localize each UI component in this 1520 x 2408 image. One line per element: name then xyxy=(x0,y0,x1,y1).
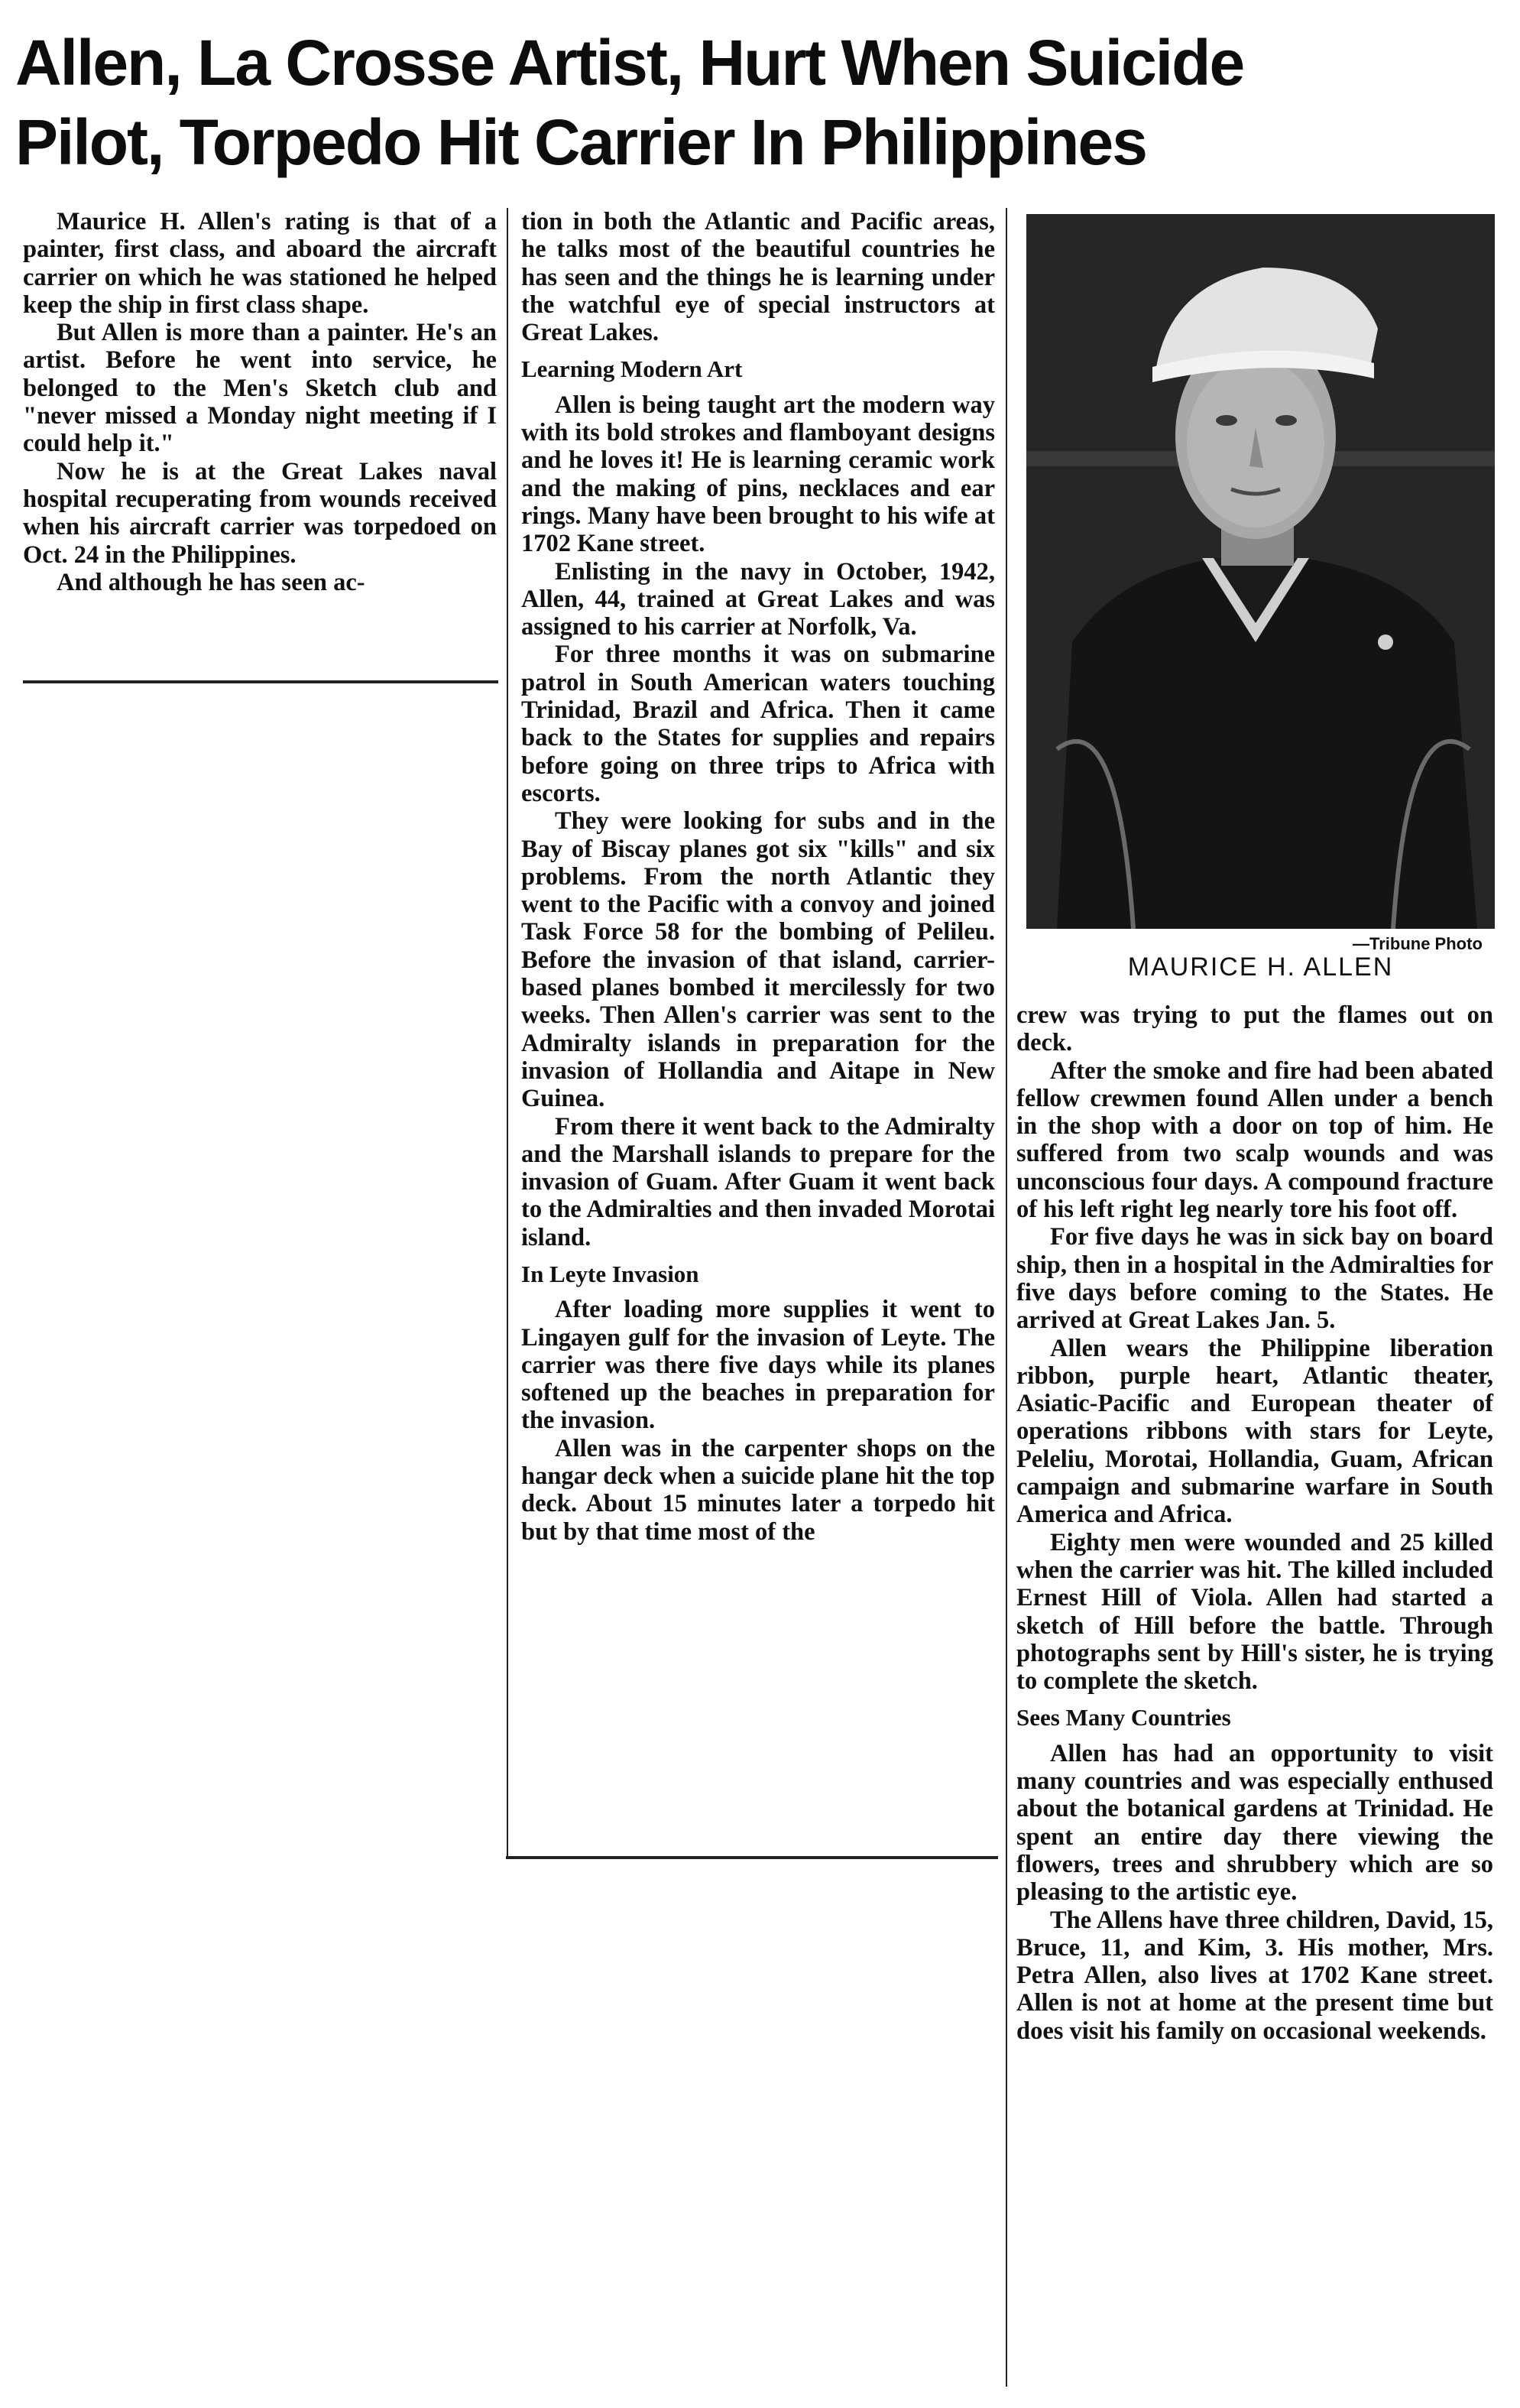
portrait-photo xyxy=(1026,214,1495,929)
column-divider xyxy=(507,208,508,1859)
paragraph: Now he is at the Great Lakes naval hospital recuperating from wounds received when his aircraft carrier was torpedoed on Oct. 24 in the Philippines. xyxy=(23,457,497,569)
paragraph: The Allens have three children, David, 15, Bruce, 11, and Kim, 3. His mother, Mrs. Petra Allen, also lives at 1702 Kane street. Allen is not at home at the present time but does visit his family on occasional weekends. xyxy=(1016,1906,1493,2045)
headline-line-1: Allen, La Crosse Artist, Hurt When Suicide xyxy=(15,27,1244,99)
paragraph: Enlisting in the navy in October, 1942, Allen, 44, trained at Great Lakes and was assigned to his carrier at Norfolk, Va. xyxy=(521,557,995,641)
paragraph: Allen is being taught art the modern way with its bold strokes and flamboyant designs and he loves it! He is learning ceramic work and the making of pins, necklaces and ear rings. Many have been brought to his wife at 1702 Kane street. xyxy=(521,391,995,558)
paragraph: After the smoke and fire had been abated fellow crewmen found Allen under a bench in the shop with a door on top of him. He suffered from two scalp wounds and was unconscious four days. A compound fracture of his left right leg nearly tore his foot off. xyxy=(1016,1056,1493,1224)
paragraph: They were looking for subs and in the Bay of Biscay planes got six "kills" and six problems. From the north Atlantic they went to the Pacific with a convoy and joined Task Force 58 for the bombing of Pelileu. Before the invasion of that island, carrier-based planes bombed it mercilessly for two weeks. Then Allen's carrier was sent to the Admiralty islands in preparation for the invasion of Hollandia and Aitape in New Guinea. xyxy=(521,807,995,1113)
paragraph: Allen wears the Philippine liberation ribbon, purple heart, Atlantic theater, Asiatic-Pacific and European theater of operations ribbons with stars for Leyte, Peleliu, Morotai, Hollandia, Guam, African campaign and submarine warfare in South America and Africa. xyxy=(1016,1334,1493,1529)
column-1 xyxy=(23,208,497,596)
sailor-portrait-image xyxy=(1026,214,1495,929)
paragraph: Allen has had an opportunity to visit many countries and was especially enthused about the botanical gardens at Trinidad. He spent an entire day there viewing the flowers, trees and shrubbery which are so pleasing to the artistic eye. xyxy=(1016,1739,1493,1907)
photo-credit: —Tribune Photo xyxy=(1353,934,1483,953)
paragraph: Eighty men were wounded and 25 killed when the carrier was hit. The killed included Ernest Hill of Viola. Allen had started a sketch of Hill before the battle. Through photographs sent by Hill's sister, he is trying to complete the sketch. xyxy=(1016,1528,1493,1696)
headline-line-2: Pilot, Torpedo Hit Carrier In Philippines xyxy=(15,106,1146,178)
column-2-end-rule xyxy=(506,1856,998,1859)
subhead-learning-modern-art: Learning Modern Art xyxy=(521,355,743,383)
paragraph: From there it went back to the Admiralty and the Marshall islands to prepare for the invasion of Guam. After Guam it went back to the Admiralties and then invaded Morotai island. xyxy=(521,1112,995,1251)
headline xyxy=(15,23,1467,182)
subhead-leyte-invasion: In Leyte Invasion xyxy=(521,1260,699,1287)
paragraph: Allen was in the carpenter shops on the hangar deck when a suicide plane hit the top deck. About 15 minutes later a torpedo hit but by that time most of the xyxy=(521,1434,995,1546)
photo-caption: MAURICE H. ALLEN xyxy=(1127,952,1394,982)
column-2 xyxy=(521,208,995,1546)
paragraph: And although he has seen ac- xyxy=(57,568,365,596)
paragraph: For three months it was on submarine patrol in South American waters touching Trinidad, Brazil and Africa. Then it came back to the States for supplies and repairs before going on three trips to Africa with escorts. xyxy=(521,641,995,807)
subhead-sees-many-countries: Sees Many Countries xyxy=(1016,1704,1231,1731)
paragraph: After loading more supplies it went to Lingayen gulf for the invasion of Leyte. The carrier was there five days while its planes softened up the beaches in preparation for the invasion. xyxy=(521,1296,995,1435)
column-3 xyxy=(1016,1001,1493,2045)
column-1-end-rule xyxy=(23,680,498,683)
paragraph: tion in both the Atlantic and Pacific areas, he talks most of the beautiful countries he has seen and the things he is learning under the watchful eye of special instructors at Great Lakes. xyxy=(521,208,995,347)
paragraph: Maurice H. Allen's rating is that of a painter, first class, and aboard the aircraft carrier on which he was stationed he helped keep the ship in first class shape. xyxy=(23,208,497,319)
paragraph: But Allen is more than a painter. He's an artist. Before he went into service, he belonged to the Men's Sketch club and "never missed a Monday night meeting if I could help it." xyxy=(23,319,497,458)
column-divider xyxy=(1006,208,1007,2387)
paragraph: For five days he was in sick bay on board ship, then in a hospital in the Admiralties for five days before coming to the States. He arrived at Great Lakes Jan. 5. xyxy=(1016,1223,1493,1335)
paragraph: crew was trying to put the flames out on deck. xyxy=(1016,1001,1493,1057)
